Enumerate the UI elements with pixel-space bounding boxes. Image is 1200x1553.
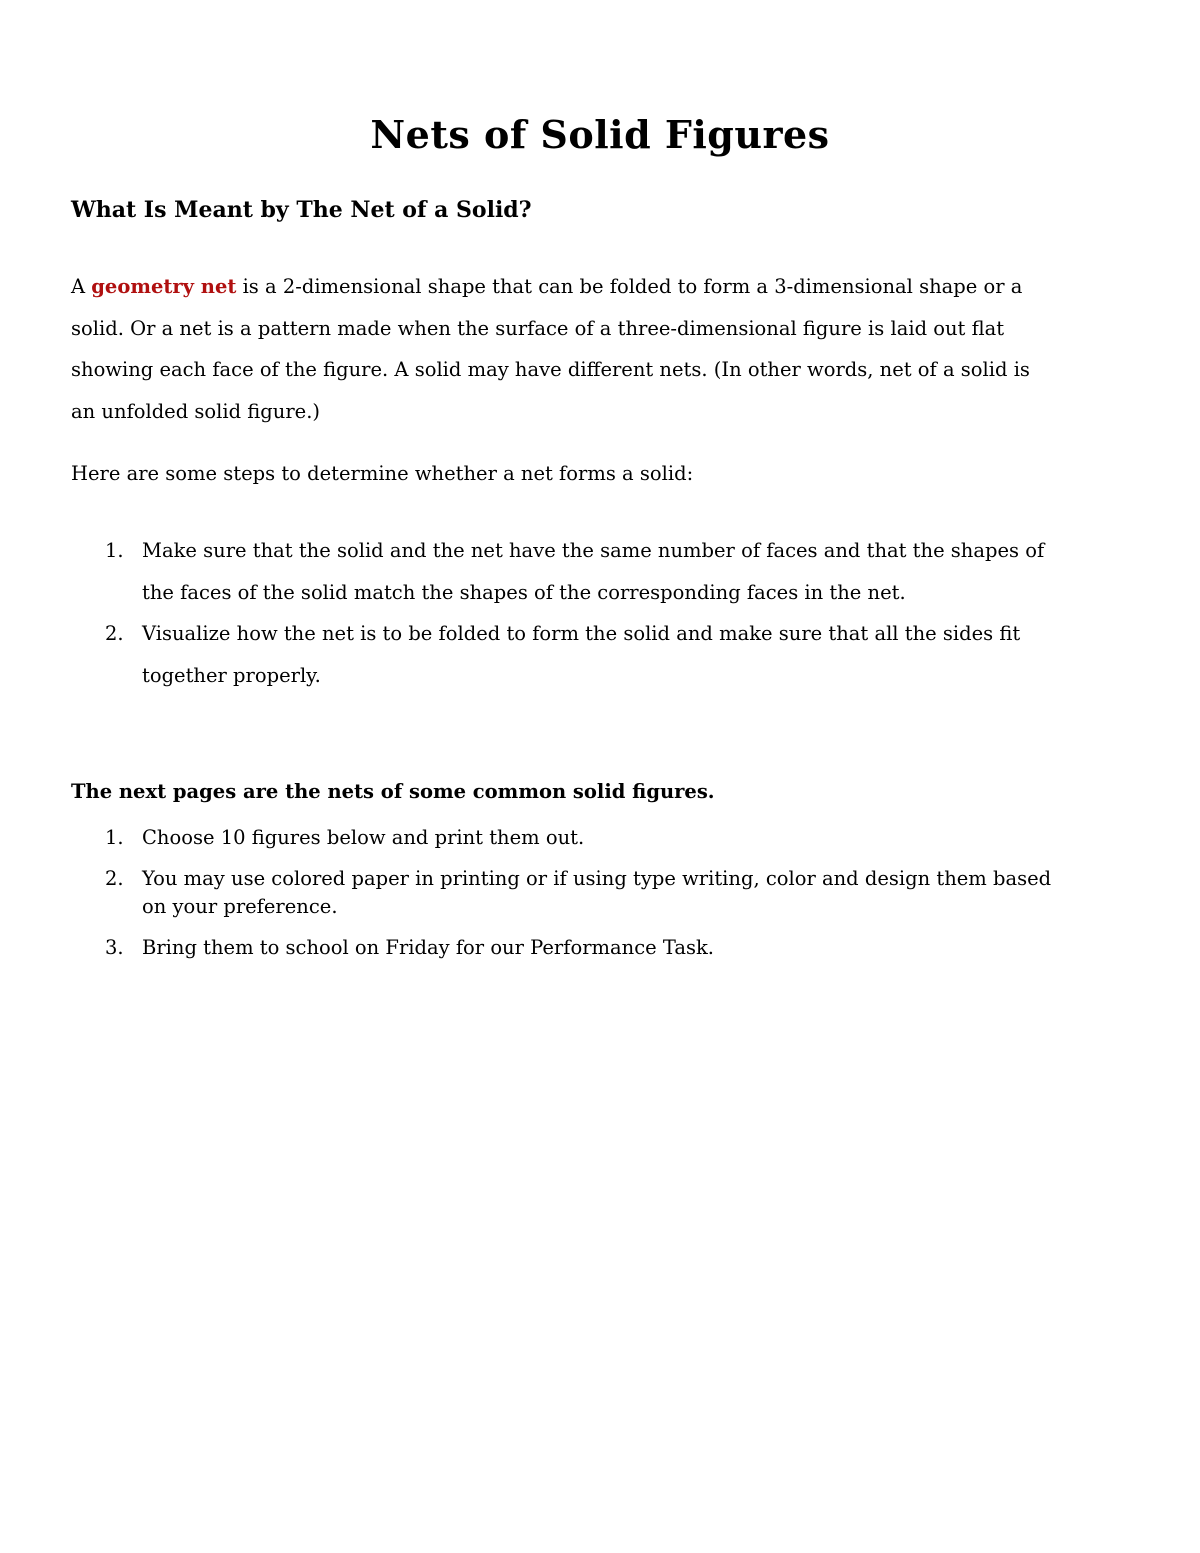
list-number: 2. [105, 622, 124, 645]
task-3-line-1: Bring them to school on Friday for our Performance Task. [142, 936, 714, 959]
section-heading: What Is Meant by The Net of a Solid? [71, 197, 532, 223]
task-2-line-1: You may use colored paper in printing or if using type writing, color and design them based [142, 867, 1052, 890]
step-2-line-2: together properly. [142, 663, 321, 687]
list-item [71, 934, 1161, 962]
geometry-net-term: geometry net [91, 275, 237, 298]
list-number: 1. [105, 826, 124, 849]
paragraph-line-1 [71, 266, 1131, 308]
list-number: 3. [105, 936, 124, 959]
step-1-line-2: the faces of the solid match the shapes of the corresponding faces in the net. [142, 580, 906, 604]
paragraph-line-4: an unfolded solid figure.) [71, 399, 321, 423]
task-1-line-1: Choose 10 figures below and print them out. [142, 826, 585, 849]
paragraph-line-2: solid. Or a net is a pattern made when the surface of a three-dimensional figure is laid out flat [71, 316, 1005, 340]
paragraph-line-3: showing each face of the figure. A solid may have different nets. (In other words, net of a solid is [71, 358, 1030, 381]
steps-list [71, 530, 1151, 696]
task-2-line-2: on your preference. [142, 895, 338, 918]
paragraph-prefix: A [71, 275, 92, 298]
definition-paragraph [71, 266, 1131, 432]
list-item [71, 865, 1161, 921]
page-title: Nets of Solid Figures [370, 112, 830, 157]
list-item [71, 824, 1161, 852]
list-number: 1. [105, 539, 124, 562]
steps-intro: Here are some steps to determine whether a net forms a solid: [71, 462, 694, 485]
step-2-line-1: Visualize how the net is to be folded to form the solid and make sure that all the sides fit [142, 622, 1021, 645]
paragraph-line-1-rest: is a 2-dimensional shape that can be folded to form a 3-dimensional shape or a [236, 275, 1023, 298]
step-1-line-1: Make sure that the solid and the net have the same number of faces and that the shapes of [142, 539, 1045, 562]
list-item [71, 613, 1151, 696]
list-item [71, 530, 1151, 613]
tasks-heading: The next pages are the nets of some common solid figures. [71, 780, 715, 803]
tasks-list [71, 824, 1161, 975]
list-number: 2. [105, 867, 124, 890]
